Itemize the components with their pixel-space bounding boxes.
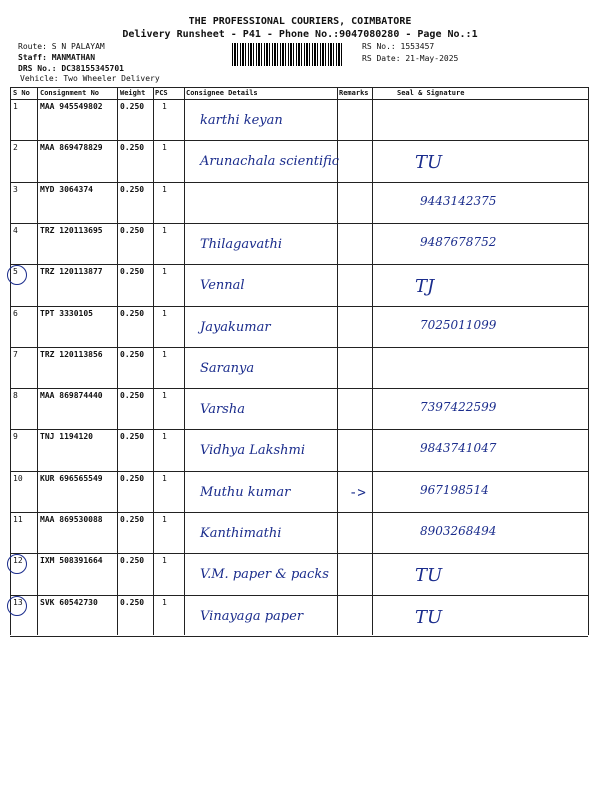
pcs-value: 1	[162, 432, 167, 441]
handwritten-signature: TU	[415, 565, 443, 586]
consignment-number: MAA 869530088	[40, 515, 103, 524]
consignment-number: MAA 945549802	[40, 102, 103, 111]
handwritten-consignee: Thilagavathi	[200, 237, 283, 252]
pcs-value: 1	[162, 267, 167, 276]
weight-value: 0.250	[120, 350, 145, 359]
handwritten-signature: TU	[415, 607, 443, 628]
handwritten-signature: TU	[415, 152, 443, 173]
remarks-arrow-mark: ->	[349, 485, 366, 501]
pcs-value: 1	[162, 226, 167, 235]
weight-value: 0.250	[120, 432, 145, 441]
row-border	[10, 182, 588, 183]
weight-value: 0.250	[120, 267, 145, 276]
weight-value: 0.250	[120, 226, 145, 235]
weight-value: 0.250	[120, 309, 145, 318]
column-header: Consignment No	[40, 89, 100, 97]
pcs-value: 1	[162, 474, 167, 483]
consignment-number: IXM 508391664	[40, 556, 103, 565]
staff-label: Staff: MANMATHAN	[18, 53, 96, 62]
serial-number: 11	[13, 515, 23, 524]
consignment-number: MAA 869478829	[40, 143, 103, 152]
pcs-value: 1	[162, 102, 167, 111]
consignment-number: TRZ 120113856	[40, 350, 103, 359]
row-border	[10, 264, 588, 265]
handwritten-consignee: Vidhya Lakshmi	[200, 443, 306, 458]
handwritten-consignee: Jayakumar	[200, 320, 271, 335]
runsheet-title: Delivery Runsheet - P41 - Phone No.:9047080280 - Page No.:1	[122, 29, 478, 40]
header-bottom-border	[10, 99, 588, 100]
serial-number: 5	[13, 267, 18, 276]
pcs-value: 1	[162, 185, 167, 194]
weight-value: 0.250	[120, 185, 145, 194]
handwritten-signature: 7025011099	[420, 318, 497, 332]
serial-number: 2	[13, 143, 18, 152]
handwritten-consignee: Vennal	[200, 278, 245, 293]
weight-value: 0.250	[120, 598, 145, 607]
row-border	[10, 140, 588, 141]
handwritten-signature: 967198514	[420, 483, 489, 497]
weight-value: 0.250	[120, 474, 145, 483]
consignment-number: TPT 3330105	[40, 309, 93, 318]
consignment-number: TRZ 120113877	[40, 267, 103, 276]
handwritten-consignee: Varsha	[200, 402, 245, 417]
pcs-value: 1	[162, 556, 167, 565]
handwritten-signature: TJ	[415, 276, 435, 297]
weight-value: 0.250	[120, 102, 145, 111]
pcs-value: 1	[162, 391, 167, 400]
column-header: Weight	[120, 89, 146, 97]
handwritten-signature: 9487678752	[420, 235, 497, 249]
weight-value: 0.250	[120, 556, 145, 565]
consignment-number: TRZ 120113695	[40, 226, 103, 235]
row-border	[10, 388, 588, 389]
handwritten-signature: 9843741047	[420, 441, 497, 455]
weight-value: 0.250	[120, 515, 145, 524]
route-label: Route: S N PALAYAM	[18, 42, 105, 51]
serial-number: 3	[13, 185, 18, 194]
serial-number: 1	[13, 102, 18, 111]
handwritten-consignee: Arunachala scientific	[200, 154, 340, 169]
vehicle-label: Vehicle: Two Wheeler Delivery	[20, 74, 160, 83]
column-header: Consignee Details	[186, 89, 258, 97]
rs-number: RS No.: 1553457	[362, 42, 435, 51]
column-header: S No	[13, 89, 30, 97]
consignment-number: KUR 696565549	[40, 474, 103, 483]
column-header: Remarks	[339, 89, 369, 97]
pcs-value: 1	[162, 143, 167, 152]
serial-number: 7	[13, 350, 18, 359]
company-title: THE PROFESSIONAL COURIERS, COIMBATORE	[188, 16, 412, 27]
barcode	[232, 43, 344, 66]
pcs-value: 1	[162, 515, 167, 524]
table-top-border	[10, 87, 588, 88]
serial-number: 13	[13, 598, 23, 607]
row-border	[10, 595, 588, 596]
serial-number: 6	[13, 309, 18, 318]
row-border	[10, 223, 588, 224]
handwritten-consignee: Vinayaga paper	[200, 609, 304, 624]
drs-label: DRS No.: DC38155345701	[18, 64, 124, 73]
row-border	[10, 553, 588, 554]
pcs-value: 1	[162, 350, 167, 359]
consignment-number: MAA 869874440	[40, 391, 103, 400]
handwritten-consignee: karthi keyan	[200, 113, 283, 128]
consignment-number: SVK 60542730	[40, 598, 98, 607]
serial-number: 9	[13, 432, 18, 441]
row-border	[10, 429, 588, 430]
handwritten-consignee: V.M. paper & packs	[200, 567, 329, 582]
weight-value: 0.250	[120, 143, 145, 152]
column-header: PCS	[155, 89, 168, 97]
row-border	[10, 636, 588, 637]
handwritten-signature: 7397422599	[420, 400, 497, 414]
pcs-value: 1	[162, 309, 167, 318]
circled-serial-mark	[7, 265, 27, 285]
serial-number: 4	[13, 226, 18, 235]
weight-value: 0.250	[120, 391, 145, 400]
row-border	[10, 471, 588, 472]
serial-number: 12	[13, 556, 23, 565]
rs-date: RS Date: 21-May-2025	[362, 54, 459, 63]
serial-number: 8	[13, 391, 18, 400]
handwritten-signature: 9443142375	[420, 194, 497, 208]
row-border	[10, 347, 588, 348]
handwritten-consignee: Muthu kumar	[200, 485, 291, 500]
circled-serial-mark	[7, 554, 27, 574]
handwritten-consignee: Kanthimathi	[200, 526, 282, 541]
pcs-value: 1	[162, 598, 167, 607]
row-border	[10, 512, 588, 513]
consignment-number: MYD 3064374	[40, 185, 93, 194]
column-header: Seal & Signature	[397, 89, 465, 97]
column-divider	[588, 87, 589, 635]
handwritten-signature: 8903268494	[420, 524, 497, 538]
consignment-number: TNJ 1194120	[40, 432, 93, 441]
serial-number: 10	[13, 474, 23, 483]
handwritten-consignee: Saranya	[200, 361, 255, 376]
circled-serial-mark	[7, 596, 27, 616]
row-border	[10, 306, 588, 307]
